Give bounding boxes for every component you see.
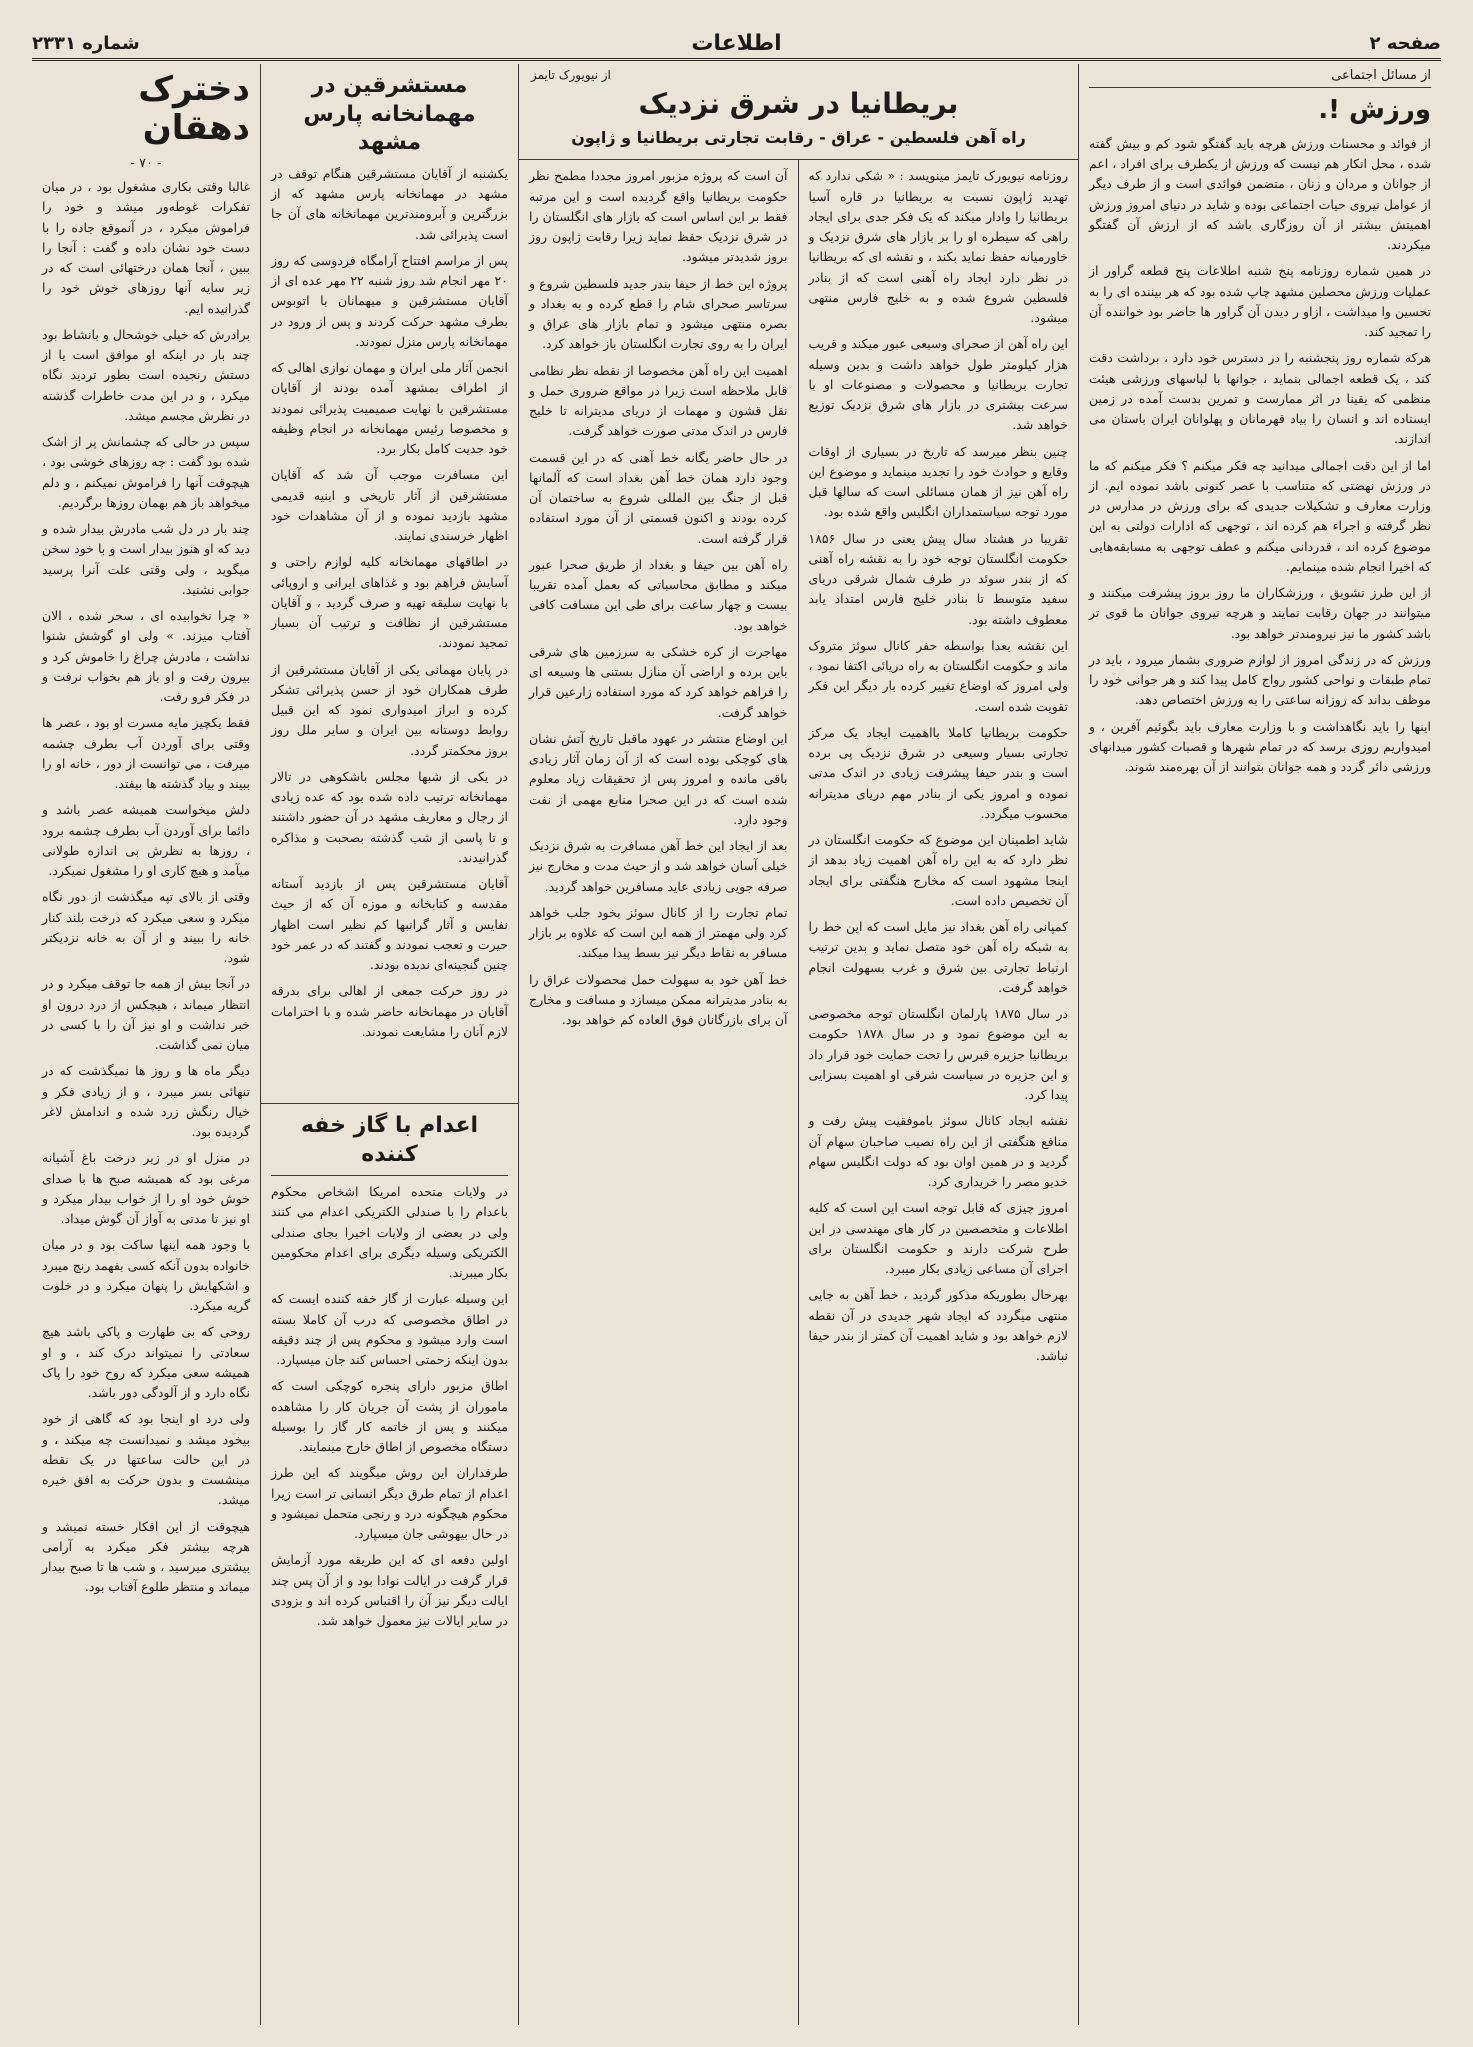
- paragraph: روزنامه نیویورک تایمز مینویسد : « شکی ندارد که تهدید ژاپون نسبت به بریطانیا در قاره آسیا بریطانیا را وادار میکند که یک فکر جدی برای ایجاد راهی که سیطره او را بر بازار های شرق نزدیک و خاورمیانه حفظ نماید بکند ، و نقشه ای که بریطانیا در نظر دارد ایجاد راه آهنی است که از بنادر فلسطین شروع شده و به خلیج فارس منتهی میشود.: [808, 168, 1068, 326]
- paragraph: از این طرز تشویق ، ورزشکاران ما روز بروز پیشرفت میکنند و میتوانند در جهان رقابت نمایند و هرچه نیروی جوانان ما قوی تر باشد کشور ما نیز نیرومندتر خواهد بود.: [1089, 585, 1431, 641]
- novel-serial: - ۷۰ -: [130, 156, 162, 172]
- sport-title: ورزش !.: [1318, 95, 1431, 125]
- paragraph: کمپانی راه آهن بغداد نیز مایل است که این خط را به شبکه راه آهن خود متصل نماید و بدین ترتیب ارتباط تجارتی بین شرق و غرب بسهولت انجام خواهد گرفت.: [808, 919, 1068, 995]
- paragraph: یکشنبه از آقایان مستشرقین هنگام توقف در مشهد در مهمانخانه پارس مشهد که از بزرگترین و آبرومندترین مهمانخانه های آن جا است پذیرائی شد.: [271, 165, 508, 242]
- britain-header: [519, 64, 1078, 160]
- paragraph: پس از مراسم افتتاح آرامگاه فردوسی که روز ۲۰ مهر انجام شد روز شنبه ۲۲ مهر عده ای از آقایان مستشرقین و میهمانان با اتوبوس بطرف مشهد حرکت کردند و پس از ورود در مهمانخانه پارس منزل نمودند.: [271, 252, 508, 349]
- paragraph: از فوائد و محسنات ورزش هرچه باید گفتگو شود کم و بیش گفته شده ، محل انکار هم نیست که ورزش از یکطرف برای افراد ، اعم از جوانان و مردان و زنان ، متضمن فوائدی است و از طرف دیگر از عوامل نیروی حیات اجتماعی بوده و شاید در دنیای امروز ورزش اهمیتش بیشتر از آن روزگاری باشد که از ارزش آن گفتگو میکردند.: [1089, 135, 1431, 253]
- paper-name: اطلاعات: [691, 30, 782, 56]
- britain-title: بریطانیا در شرق نزدیک: [638, 87, 959, 120]
- britain-subtitle: راه آهن فلسطین - عراق - رقابت تجارتی بریطانیا و ژاپون: [571, 128, 1026, 148]
- column-novel: [32, 64, 260, 2025]
- paragraph: در همین شماره روزنامه پنج شنبه اطلاعات پنج قطعه گراور از عملیات ورزش محصلین مشهد چاپ شده بود که هر بیننده ای را به تحسین وا میداشت ، ازاو ر دیدن آن گراور ها حاضر بود خواننده آن را تمجید کند.: [1089, 263, 1431, 340]
- paragraph: ولی درد او اینجا بود که گاهی از خود بیخود میشد و نمیدانست چه میکند ، و در این حالت ساعتها در یک نقطه مینشست و بدون حرکت به افق خیره میشد.: [42, 1411, 250, 1508]
- column-britain: [518, 64, 1078, 2025]
- paragraph: آن است که پروژه مزبور امروز مجددا مطمح نظر حکومت بریطانیا واقع گردیده است و این مرتبه فقط بر این اساس است که بازار های انگلستان را در شرق نزدیک حفظ نماید زیرا رقابت ژاپون روز بروز شدیدتر میشود.: [529, 168, 788, 265]
- paragraph: این وسیله عبارت از گاز خفه کننده ایست که در اطاق مخصوصی که درب آن کاملا بسته است وارد میشود و محکوم پس از چند دقیقه بدون اینکه زحمتی احساس کند جان میسپارد.: [271, 1291, 508, 1368]
- britain-body: [519, 160, 1078, 2025]
- paragraph: این نقشه بعدا بواسطه حفر کانال سوئز متروک ماند و حکومت انگلستان به راه دریائی اکتفا نمود ، ولی امروز که اوضاع تغییر کرده بار دیگر این فکر تقویت شده است.: [808, 637, 1068, 714]
- paragraph: امروز چیزی که قابل توجه است این است که کلیه اطلاعات و متخصصین در کار های مهندسی در این طرح شرکت دارند و حکومت انگلستان برای اجرای آن مساعی زیادی بکار میبرد.: [808, 1200, 1068, 1277]
- paragraph: دیگر ماه ها و روز ها نمیگذشت که در تنهائی بسر میبرد ، و از زیادی فکر و خیال رنگش زرد شده و اندامش لاغر گردیده بود.: [42, 1063, 250, 1140]
- paragraph: طرفداران این روش میگویند که این طرز اعدام از تمام طرق دیگر انسانی تر است زیرا محکوم هیچگونه درد و رنجی متحمل نمیشود و در حال بیهوشی جان میسپارد.: [271, 1465, 508, 1542]
- paragraph: اهمیت این راه آهن مخصوصا از نقطه نظر نظامی قابل ملاحظه است زیرا در مواقع ضروری حمل و نقل قشون و مهمات از دریای مدیترانه تا خلیج فارس در اندک مدتی صورت خواهد گرفت.: [529, 362, 788, 439]
- paragraph: مهاجرت از کره خشکی به سرزمین های شرقی باین برده و اراضی آن منازل بستنی ها وسیعه ای را فراهم خواهد کرد که مورد استفاده زارعین قرار خواهد گرفت.: [529, 643, 788, 720]
- paragraph: در حال حاضر یگانه خط آهنی که در این قسمت وجود دارد همان خط آهن بغداد است که آلمانها قبل از جنگ بین المللی شروع به ساختمان آن کرده بودند و اکنون قسمتی از آن مورد استفاده قرار گرفته است.: [529, 449, 788, 546]
- paragraph: با وجود همه اینها ساکت بود و در میان خانواده بدون آنکه کسی بفهمد رنج میبرد و اشکهایش را پنهان میکرد و در خلوت گریه میکرد.: [42, 1237, 250, 1314]
- paragraph: « چرا نخوابیده ای ، سحر شده ، الان آفتاب میزند. » ولی او گوشش شنوا نداشت ، مادرش چراغ را خاموش کرد و بیرون رفت و او باز هم بخواب نرفت و در فکر فرو رفت.: [42, 608, 250, 705]
- paragraph: غالبا وقتی بکاری مشغول بود ، در میان تفکرات غوطه‌ور میشد و خود را فراموش میکرد ، در آنموقع جاده را با دست خود نشان داده و گفت : آنجا را ببین ، آنجا همان درختهائی است که در زیر سایه آنها روزهای خوش خود را گذرانیده ایم.: [42, 179, 250, 316]
- paragraph: در پایان مهمانی یکی از آقایان مستشرقین از طرف همکاران خود از حسن پذیرائی تشکر کرده و ابراز امیدواری نمود که این قبیل روابط دوستانه بین ایران و سایر ملل روز بروز محکمتر گردد.: [271, 661, 508, 758]
- paragraph: در منزل او در زیر درخت باغ آشیانه مرغی بود که همیشه صبح ها با صدای خوش خود او را از خواب بیدار میکرد و او نیز تا مدتی به آواز آن گوش میداد.: [42, 1150, 250, 1227]
- britain-source: از نیویورک تایمز: [531, 68, 611, 82]
- paragraph: بهرحال بطوریکه مذکور گردید ، خط آهن به جایی منتهی میگردد که ایجاد شهر جدیدی در آن نقطه لازم خواهد بود و شاید اهمیت آن کمتر از بندر حیفا نباشد.: [808, 1287, 1068, 1364]
- paragraph: در آنجا بیش از همه جا توقف میکرد و در انتظار میماند ، هیچکس از درد درون او خبر نداشت و او نیز آن را با کسی در میان نمی گذاشت.: [42, 976, 250, 1053]
- paragraph: تمام تجارت را از کانال سوئز بخود جلب خواهد کرد ولی مهمتر از همه این است که علاوه بر بازار مسافر به نقاط دیگر نیز بسط پیدا میکند.: [529, 904, 788, 961]
- paragraph: چند بار در دل شب مادرش بیدار شده و دید که او هنوز بیدار است و با خود سخن میگوید ، ولی وقتی علت آنرا پرسید جوابی نشنید.: [42, 521, 250, 597]
- issue-label: شماره ۲۳۳۱: [32, 32, 140, 54]
- execution-article: [261, 1104, 518, 2025]
- paragraph: این اوضاع منتشر در عهود ماقبل تاریخ آتش نشان های کوچکی بوده است که از آن زمان آثار زیادی باقی مانده و امروز پس از تحقیقات زیاد معلوم شده است که در این صحرا منابع مهمی از نفت وجود دارد.: [529, 730, 788, 827]
- execution-title: اعدام با گاز خفه کننده: [271, 1112, 508, 1176]
- mashhad-title: مستشرقین در مهمانخانه پارس مشهد: [303, 73, 476, 156]
- paragraph: این مسافرت موجب آن شد که آقایان مستشرقین از آثار تاریخی و ابنیه قدیمی مشهد بازدید نموده و از آن مشاهدات خود اظهار خرسندی نمایند.: [271, 467, 508, 544]
- novel-title: دخترک دهقان: [138, 69, 250, 149]
- paragraph: در یکی از شبها مجلس باشکوهی در تالار مهمانخانه ترتیب داده شده بود که عده زیادی از رجال و معاریف مشهد در آن حضور داشتند و تا پاسی از شب گذشته بصحبت و مذاکره گذرانیدند.: [271, 768, 508, 865]
- paragraph: شاید اطمینان این موضوع که حکومت انگلستان در نظر دارد که به این راه آهن اهمیت زیاد بدهد از اینجا مشهود است که مخارج هنگفتی برای ایجاد آن تخصیص داده است.: [808, 832, 1068, 908]
- paragraph: خط آهن خود به سهولت حمل محصولات عراق را به بنادر مدیترانه ممکن میسازد و مسافت و مخارج آن برای بازرگانان فوق العاده کم خواهد بود.: [529, 971, 788, 1028]
- paragraph: در ولایات متحده امریکا اشخاص محکوم باعدام را با صندلی الکتریکی اعدام می کنند ولی در بعضی از ولایات اخیرا بجای صندلی الکتریکی وسیله دیگری برای اعدام محکومین بکار میبرند.: [271, 1184, 508, 1281]
- paragraph: انجمن آثار ملی ایران و مهمان نوازی اهالی که از اطراف بمشهد آمده بودند از آقایان مستشرقین با نهایت صمیمیت پذیرائی نمودند و مخصوصا رئیس مهمانخانه در انجام وظیفه خود جدیت کامل بکار برد.: [271, 360, 508, 457]
- paragraph: حکومت بریطانیا کاملا بااهمیت ایجاد یک مرکز تجارتی بسیار وسیعی در شرق نزدیک پی برده است و بندر حیفا پیشرفت زیادی در اندک مدتی نموده و امروز یکی از بنادر مهم دریای مدیترانه محسوب میگردد.: [808, 724, 1068, 821]
- paragraph: در روز حرکت جمعی از اهالی برای بدرقه آقایان در مهمانخانه حاضر شده و با احترامات لازم آنان را مشایعت نمودند.: [271, 983, 508, 1039]
- paragraph: اطاق مزبور دارای پنجره کوچکی است که ماموران از پشت آن جریان کار را مشاهده میکنند و پس از خاتمه کار گاز را بوسیله دستگاه مخصوص از اطاق خارج مینمایند.: [271, 1378, 508, 1455]
- novel-body: [42, 177, 250, 1598]
- masthead: [32, 28, 1441, 61]
- paragraph: نقشه ایجاد کانال سوئز باموفقیت پیش رفت و منافع هنگفتی از این راه نصیب صاحبان سهام آن گردید و در همین اوان بود که دولت انگلیس سهام خدیو مصر را خریداری کرد.: [808, 1113, 1068, 1190]
- paragraph: آقایان مستشرقین پس از بازدید آستانه مقدسه و کتابخانه و موزه آن که از حیث نفایس و آثار گرانبها کم نظیر است اظهار حیرت و تعجب نمودند و گفتند که در عمر خود چنین گنجینه‌ای ندیده بودند.: [271, 876, 508, 973]
- paragraph: وقتی از بالای تپه میگذشت از دور نگاه میکرد و سعی میکرد که درخت بلند کنار خانه را ببیند و از آن به خانه نزدیکتر شود.: [42, 889, 250, 966]
- paragraph: روحی که بی طهارت و پاکی باشد هیچ سعادتی را نمیتواند درک کند ، و او همیشه سعی میکرد که روح خود را پاک نگاه دارد و از آلودگی دور باشد.: [42, 1324, 250, 1401]
- paragraph: فقط یکچیز مایه مسرت او بود ، عصر ها وقتی برای آوردن آب بطرف چشمه میرفت ، می توانست از دور ، خانه او را ببیند و بیاد گذشته ها بیفتد.: [42, 715, 250, 792]
- page-label: صفحه ۲: [1369, 32, 1441, 54]
- paragraph: هیچوقت از این افکار خسته نمیشد و هرچه بیشتر فکر میکرد به آرامی بیشتری میرسید ، و شب ها تا صبح بیدار میماند و منتظر طلوع آفتاب بود.: [42, 1518, 250, 1595]
- paragraph: ورزش که در زندگی امروز از لوازم ضروری بشمار میرود ، باید در تمام طبقات و نواحی کشور رواج کامل پیدا کند و هر جوانی خود را موظف بداند که روزانه ساعتی را به ورزش اختصاص دهد.: [1089, 651, 1431, 708]
- paragraph: هرکه شماره روز پنجشنبه را در دسترس خود دارد ، برداشت دقت کند ، یک قطعه اجمالی بنماید ، جوانها با لباسهای ورزشی هیئت منظمی که یقینا در اثر ممارست و تمرین بدست آمده در زمین ایستاده اند و انسان را بیاد قهرمانان و پهلوانان ایران باستان می اندازند.: [1089, 350, 1431, 447]
- paragraph: چنین بنظر میرسد که تاریخ در بسیاری از اوقات وقایع و حوادث خود را تجدید مینماید و موضوع این راه آهن نیز از همان مسائلی است که سالها قبل مورد توجه سیاستمداران انگلیس واقع شده بود.: [808, 443, 1068, 520]
- mashhad-body: [271, 164, 508, 1042]
- paragraph: اینها را باید نگاهداشت و با وزارت معارف باید بگوئیم آفرین ، و امیدواریم روزی برسد که در تمام شهرها و قصبات کشور میدانهای ورزشی دائر گردد و همه جوانان بتوانند از آن بهره‌مند شوند.: [1089, 718, 1431, 775]
- paragraph: در سال ۱۸۷۵ پارلمان انگلستان توجه مخصوصی به این موضوع نمود و در سال ۱۸۷۸ حکومت بریطانیا جزیره قبرس را تحت حمایت خود قرار داد و این جزیره در سیاست شرقی او اهمیت بسزایی پیدا کرد.: [808, 1006, 1069, 1103]
- paragraph: برادرش که خیلی خوشحال و بانشاط بود چند بار در اینکه او موافق است یا از دستش رنجیده است بطور تردید نگاه میکرد ، و در این مدت خاطرات گذشته در نظرش مجسم میشد.: [42, 326, 250, 423]
- paragraph: سپس در حالی که چشمانش پر از اشک شده بود گفت : چه روزهای خوشی بود ، هیچوقت آنها را فراموش نمیکنم ، و دلم میخواهد باز هم بهمان روزها برگردیم.: [42, 434, 250, 510]
- column-mashhad: [260, 64, 518, 2025]
- paragraph: اما از این دقت اجمالی میدانید چه فکر میکنم ؟ فکر میکنم که ما در ورزش نهضتی که متناسب با عصر کنونی باشد نموده ایم. از وزارت معارف و تشکیلات جدیدی که برای ورزش در مدارس در نظر گرفته و اجراء هم کرده اند ، توجهی که ادارات دولتی به این موضوع کرده اند ، قدردانی میکنم و عطف توجهی به مسابقه‌هایی که اخیرا انجام شده مینمایم.: [1089, 457, 1431, 574]
- paragraph: دلش میخواست همیشه عصر باشد و دائما برای آوردن آب بطرف چشمه برود ، روزها به نظرش بی اندازه طولانی میآمد و هیچ کاری او را مشغول نمیکرد.: [42, 802, 250, 879]
- paragraph: این راه آهن از صحرای وسیعی عبور میکند و قریب هزار کیلومتر طول خواهد داشت و بدین وسیله تجارت بریطانیا و محصولات و مصنوعات او با سرعت بیشتری در بازار های شرق نزدیک توزیع خواهد شد.: [808, 336, 1068, 433]
- paragraph: پروژه این خط از حیفا بندر جدید فلسطین شروع و سرتاسر صحرای شام را قطع کرده و به بغداد و بصره منتهی میشود و تمام بازار های عراق و ایران را به روی تجارت انگلستان باز خواهد کرد.: [529, 275, 788, 352]
- britain-right-column: [799, 160, 1079, 2025]
- paragraph: در اطاقهای مهمانخانه کلیه لوازم راحتی و آسایش فراهم بود و غذاهای ایرانی و اروپائی با نهایت سلیقه تهیه و صرف گردید ، و آقایان مستشرقین از نظافت و ترتیب آن بسیار تمجید نمودند.: [271, 554, 508, 651]
- britain-left-column: [519, 160, 799, 2025]
- sport-body: [1089, 134, 1431, 778]
- columns: [32, 64, 1441, 2025]
- paragraph: تقریبا در هشتاد سال پیش یعنی در سال ۱۸۵۶ حکومت انگلستان توجه خود را به نقشه راه آهنی که از بندر سوئد در طرف شمال شرقی دریای سفید متوسط تا بنادر خلیج فارس امتداد یابد معطوف داشته بود.: [808, 530, 1068, 627]
- mashhad-article: [261, 64, 518, 1104]
- paragraph: بعد از ایجاد این خط آهن مسافرت به شرق نزدیک خیلی آسان خواهد شد و از حیث مدت و مخارج نیز صرفه جویی زیادی عاید مسافرین خواهد گردید.: [529, 838, 788, 894]
- paragraph: راه آهن بین حیفا و بغداد از طریق صحرا عبور میکند و مطابق محاسباتی که بعمل آمده تقریبا بیست و چهار ساعت برای طی این مسافت کافی خواهد بود.: [529, 556, 788, 633]
- paragraph: اولین دفعه ای که این طریقه مورد آزمایش قرار گرفت در ایالت نوادا بود و از آن پس چند ایالت دیگر نیز آن را اقتباس کرده اند و بزودی در سایر ایالات نیز معمول خواهد شد.: [271, 1552, 508, 1629]
- sport-kicker: از مسائل اجتماعی: [1089, 68, 1431, 88]
- column-sport: [1078, 64, 1441, 2025]
- execution-body: [271, 1182, 508, 1631]
